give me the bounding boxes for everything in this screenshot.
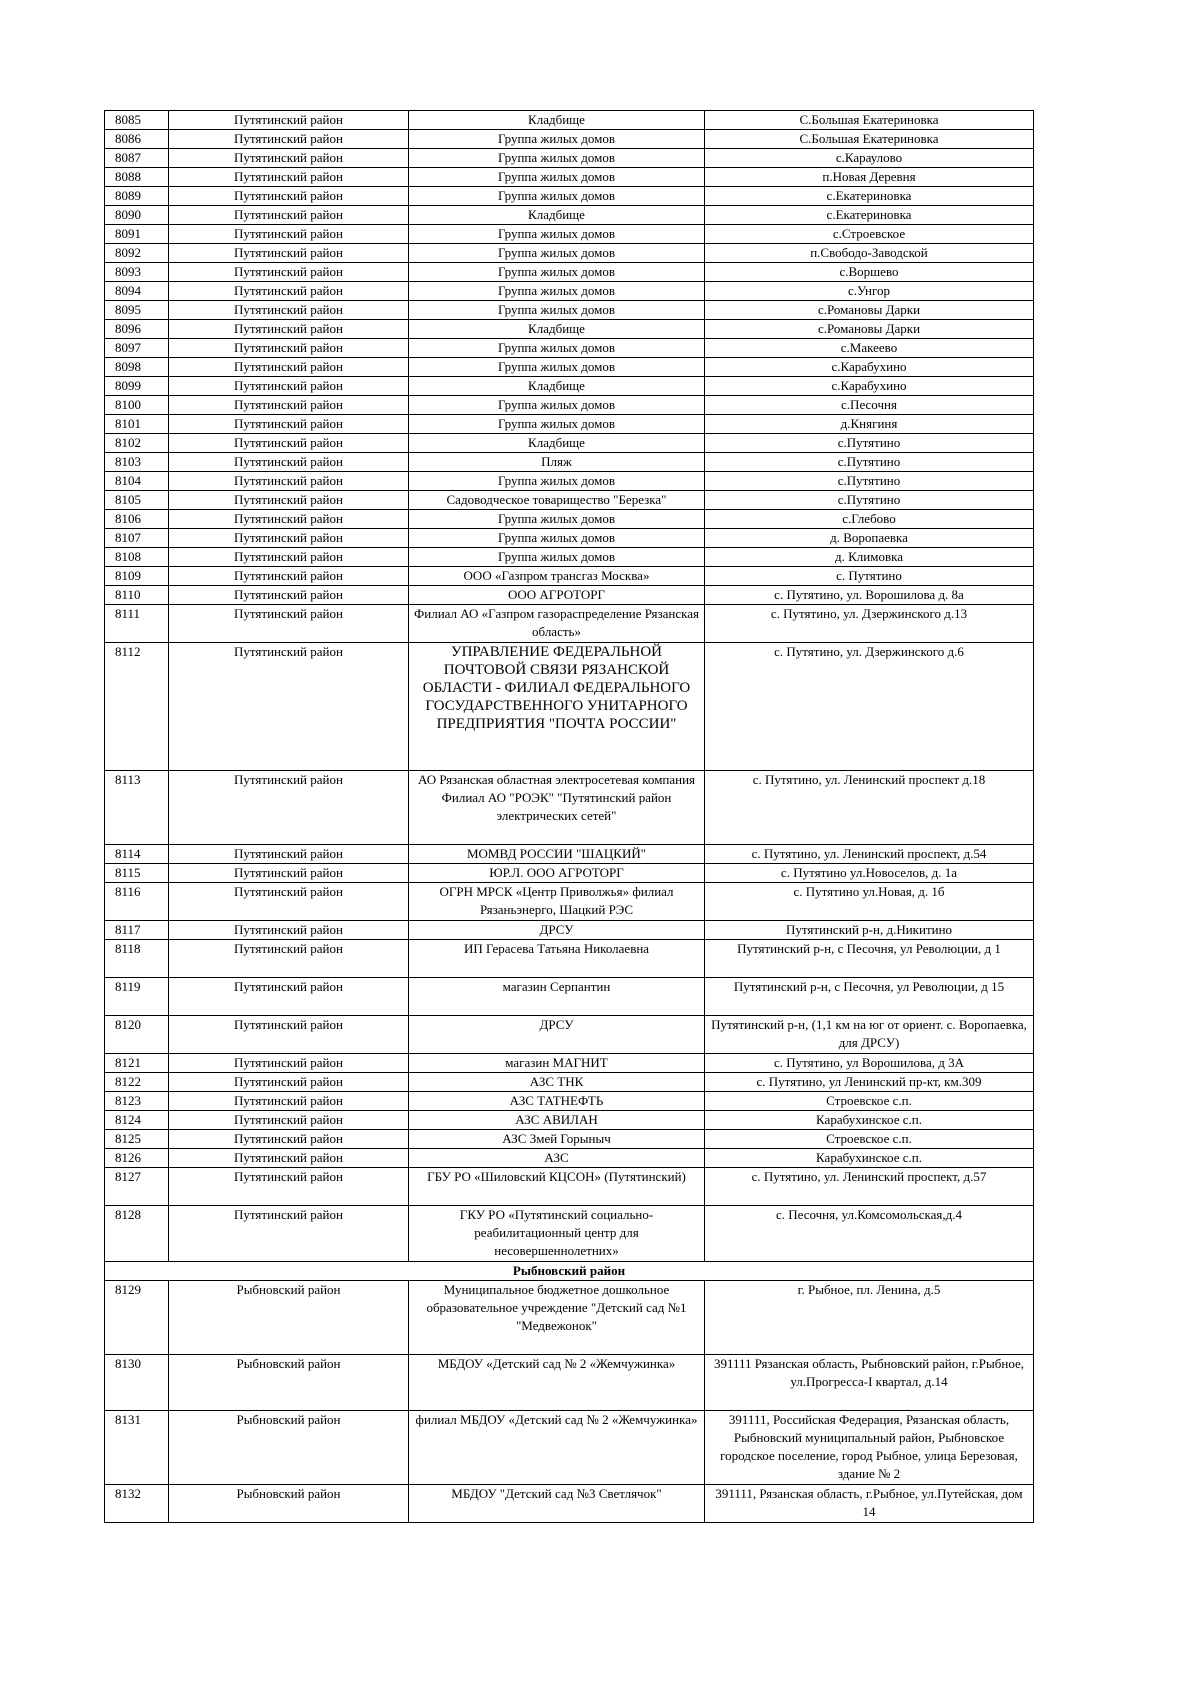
district-cell: Путятинский район — [169, 567, 409, 586]
object-cell: Кладбище — [409, 320, 705, 339]
row-number-cell: 8105 — [105, 491, 169, 510]
address-cell: г. Рыбное, пл. Ленина, д.5 — [705, 1281, 1034, 1355]
row-number-cell: 8113 — [105, 771, 169, 845]
table-row — [105, 1073, 1034, 1092]
district-cell: Путятинский район — [169, 149, 409, 168]
object-cell: Группа жилых домов — [409, 149, 705, 168]
district-cell: Путятинский район — [169, 434, 409, 453]
object-cell: Кладбище — [409, 111, 705, 130]
district-cell: Путятинский район — [169, 1016, 409, 1054]
row-number-cell: 8100 — [105, 396, 169, 415]
object-cell: ОГРН МРСК «Центр Приволжья» филиал Рязаньэнерго, Шацкий РЭС — [409, 883, 705, 921]
district-cell: Путятинский район — [169, 130, 409, 149]
object-cell: Кладбище — [409, 434, 705, 453]
object-cell: Кладбище — [409, 377, 705, 396]
object-cell: Группа жилых домов — [409, 187, 705, 206]
district-cell: Путятинский район — [169, 940, 409, 978]
address-cell: с.Макеево — [705, 339, 1034, 358]
object-cell: Группа жилых домов — [409, 529, 705, 548]
table-row — [105, 149, 1034, 168]
address-cell: с.Путятино — [705, 453, 1034, 472]
table-row — [105, 491, 1034, 510]
table-row — [105, 377, 1034, 396]
row-number-cell: 8091 — [105, 225, 169, 244]
table-row — [105, 771, 1034, 845]
table-row — [105, 1092, 1034, 1111]
object-cell: ДРСУ — [409, 1016, 705, 1054]
address-cell: с.Путятино — [705, 434, 1034, 453]
object-cell: Группа жилых домов — [409, 225, 705, 244]
address-cell: с.Глебово — [705, 510, 1034, 529]
district-cell: Путятинский район — [169, 396, 409, 415]
table-row — [105, 921, 1034, 940]
object-cell: Группа жилых домов — [409, 339, 705, 358]
row-number-cell: 8101 — [105, 415, 169, 434]
row-number-cell: 8092 — [105, 244, 169, 263]
district-cell: Рыбновский район — [169, 1281, 409, 1355]
address-cell: Карабухинское с.п. — [705, 1111, 1034, 1130]
row-number-cell: 8118 — [105, 940, 169, 978]
object-cell: ЮР.Л. ООО АГРОТОРГ — [409, 864, 705, 883]
table-row — [105, 940, 1034, 978]
table-row — [105, 225, 1034, 244]
district-cell: Путятинский район — [169, 472, 409, 491]
object-cell: Группа жилых домов — [409, 415, 705, 434]
object-cell: Группа жилых домов — [409, 168, 705, 187]
district-cell: Путятинский район — [169, 1168, 409, 1206]
address-cell: с. Путятино, ул. Ленинский проспект, д.54 — [705, 845, 1034, 864]
row-number-cell: 8124 — [105, 1111, 169, 1130]
table-row — [105, 358, 1034, 377]
district-cell: Рыбновский район — [169, 1411, 409, 1485]
object-cell: МОМВД РОССИИ "ШАЦКИЙ" — [409, 845, 705, 864]
table-row — [105, 168, 1034, 187]
row-number-cell: 8130 — [105, 1355, 169, 1411]
table-row — [105, 434, 1034, 453]
object-cell: филиал МБДОУ «Детский сад № 2 «Жемчужинка» — [409, 1411, 705, 1485]
table-row — [105, 339, 1034, 358]
district-cell: Путятинский район — [169, 510, 409, 529]
row-number-cell: 8093 — [105, 263, 169, 282]
table-row — [105, 301, 1034, 320]
address-cell: 391111 Рязанская область, Рыбновский район, г.Рыбное, ул.Прогресса-I квартал, д.14 — [705, 1355, 1034, 1411]
object-cell: Садоводческое товарищество "Березка" — [409, 491, 705, 510]
table-row — [105, 415, 1034, 434]
address-cell: с. Песочня, ул.Комсомольская,д.4 — [705, 1206, 1034, 1262]
address-cell: с.Романовы Дарки — [705, 301, 1034, 320]
address-cell: с.Воршево — [705, 263, 1034, 282]
object-cell: АО Рязанская областная электросетевая компания Филиал АО "РОЭК" "Путятинский район электрических сетей" — [409, 771, 705, 845]
address-cell: с.Екатериновка — [705, 206, 1034, 225]
object-cell: МБДОУ «Детский сад № 2 «Жемчужинка» — [409, 1355, 705, 1411]
object-cell: магазин Серпантин — [409, 978, 705, 1016]
table-row — [105, 1130, 1034, 1149]
address-cell: 391111, Рязанская область, г.Рыбное, ул.Путейская, дом 14 — [705, 1485, 1034, 1523]
district-cell: Путятинский район — [169, 358, 409, 377]
object-cell: Группа жилых домов — [409, 244, 705, 263]
object-cell: АЗС ТАТНЕФТЬ — [409, 1092, 705, 1111]
table-row — [105, 396, 1034, 415]
district-cell: Путятинский район — [169, 244, 409, 263]
row-number-cell: 8114 — [105, 845, 169, 864]
district-cell: Путятинский район — [169, 187, 409, 206]
row-number-cell: 8109 — [105, 567, 169, 586]
district-cell: Путятинский район — [169, 845, 409, 864]
table-row — [105, 111, 1034, 130]
object-cell: Группа жилых домов — [409, 396, 705, 415]
address-cell: с.Строевское — [705, 225, 1034, 244]
object-cell: Группа жилых домов — [409, 263, 705, 282]
district-cell: Путятинский район — [169, 978, 409, 1016]
object-cell: ООО АГРОТОРГ — [409, 586, 705, 605]
object-cell: магазин МАГНИТ — [409, 1054, 705, 1073]
object-cell: АЗС АВИЛАН — [409, 1111, 705, 1130]
row-number-cell: 8099 — [105, 377, 169, 396]
object-cell: ИП Герасева Татьяна Николаевна — [409, 940, 705, 978]
address-cell: с. Путятино, ул. Дзержинского д.13 — [705, 605, 1034, 643]
object-cell: Группа жилых домов — [409, 358, 705, 377]
row-number-cell: 8097 — [105, 339, 169, 358]
table-row — [105, 1054, 1034, 1073]
district-cell: Путятинский район — [169, 1130, 409, 1149]
district-cell: Путятинский район — [169, 339, 409, 358]
row-number-cell: 8128 — [105, 1206, 169, 1262]
table-row — [105, 282, 1034, 301]
row-number-cell: 8127 — [105, 1168, 169, 1206]
object-cell: АЗС ТНК — [409, 1073, 705, 1092]
object-cell: Группа жилых домов — [409, 548, 705, 567]
table-row — [105, 1149, 1034, 1168]
address-cell: с. Путятино, ул. Дзержинского д.6 — [705, 643, 1034, 771]
object-cell: МБДОУ "Детский сад №3 Светлячок" — [409, 1485, 705, 1523]
object-cell: Филиал АО «Газпром газораспределение Рязанская область» — [409, 605, 705, 643]
row-number-cell: 8098 — [105, 358, 169, 377]
row-number-cell: 8096 — [105, 320, 169, 339]
district-cell: Путятинский район — [169, 1206, 409, 1262]
object-cell: Группа жилых домов — [409, 282, 705, 301]
object-cell: АЗС — [409, 1149, 705, 1168]
table-row — [105, 529, 1034, 548]
address-cell: с.Карабухино — [705, 377, 1034, 396]
district-cell: Путятинский район — [169, 643, 409, 771]
row-number-cell: 8122 — [105, 1073, 169, 1092]
object-cell: ДРСУ — [409, 921, 705, 940]
table-row — [105, 1355, 1034, 1411]
address-cell: с.Унгор — [705, 282, 1034, 301]
district-cell: Рыбновский район — [169, 1355, 409, 1411]
address-cell: с. Путятино ул.Новая, д. 1б — [705, 883, 1034, 921]
object-cell: Муниципальное бюджетное дошкольное образовательное учреждение "Детский сад №1 "Медвежонок" — [409, 1281, 705, 1355]
district-cell: Путятинский район — [169, 548, 409, 567]
row-number-cell: 8102 — [105, 434, 169, 453]
table-row — [105, 263, 1034, 282]
section-title: Рыбновский район — [105, 1262, 1034, 1281]
address-cell: Карабухинское с.п. — [705, 1149, 1034, 1168]
row-number-cell: 8111 — [105, 605, 169, 643]
table-body — [105, 111, 1034, 1523]
row-number-cell: 8086 — [105, 130, 169, 149]
table-row — [105, 1016, 1034, 1054]
row-number-cell: 8106 — [105, 510, 169, 529]
table-row — [105, 643, 1034, 771]
district-cell: Путятинский район — [169, 921, 409, 940]
district-cell: Путятинский район — [169, 586, 409, 605]
row-number-cell: 8087 — [105, 149, 169, 168]
row-number-cell: 8129 — [105, 1281, 169, 1355]
row-number-cell: 8120 — [105, 1016, 169, 1054]
district-cell: Путятинский район — [169, 1073, 409, 1092]
address-cell: Строевское с.п. — [705, 1092, 1034, 1111]
address-cell: с.Путятино — [705, 491, 1034, 510]
row-number-cell: 8104 — [105, 472, 169, 491]
row-number-cell: 8117 — [105, 921, 169, 940]
district-cell: Путятинский район — [169, 529, 409, 548]
row-number-cell: 8103 — [105, 453, 169, 472]
district-cell: Путятинский район — [169, 605, 409, 643]
object-cell: АЗС Змей Горыныч — [409, 1130, 705, 1149]
row-number-cell: 8094 — [105, 282, 169, 301]
address-cell: с.Романовы Дарки — [705, 320, 1034, 339]
object-cell: УПРАВЛЕНИЕ ФЕДЕРАЛЬНОЙ ПОЧТОВОЙ СВЯЗИ РЯЗАНСКОЙ ОБЛАСТИ - ФИЛИАЛ ФЕДЕРАЛЬНОГО ГОСУДАРСТВЕННОГО УНИТАРНОГО ПРЕДПРИЯТИЯ "ПОЧТА РОССИИ" — [409, 643, 705, 771]
object-cell: ГКУ РО «Путятинский социально-реабилитационный центр для несовершеннолетних» — [409, 1206, 705, 1262]
section-row — [105, 1262, 1034, 1281]
address-cell: с. Путятино, ул Ленинский пр-кт, км.309 — [705, 1073, 1034, 1092]
row-number-cell: 8089 — [105, 187, 169, 206]
table-row — [105, 1168, 1034, 1206]
table-row — [105, 586, 1034, 605]
row-number-cell: 8121 — [105, 1054, 169, 1073]
district-cell: Путятинский район — [169, 1054, 409, 1073]
table-row — [105, 320, 1034, 339]
district-cell: Путятинский район — [169, 206, 409, 225]
table-row — [105, 1485, 1034, 1523]
address-cell: С.Большая Екатериновка — [705, 111, 1034, 130]
object-cell: ГБУ РО «Шиловский КЦСОН» (Путятинский) — [409, 1168, 705, 1206]
address-cell: с.Карабухино — [705, 358, 1034, 377]
address-cell: с.Екатериновка — [705, 187, 1034, 206]
district-cell: Путятинский район — [169, 491, 409, 510]
table-row — [105, 845, 1034, 864]
table-row — [105, 1206, 1034, 1262]
row-number-cell: 8085 — [105, 111, 169, 130]
row-number-cell: 8125 — [105, 1130, 169, 1149]
row-number-cell: 8123 — [105, 1092, 169, 1111]
address-cell: с. Путятино, ул. Ворошилова д. 8а — [705, 586, 1034, 605]
address-cell: с. Путятино, ул Ворошилова, д 3А — [705, 1054, 1034, 1073]
district-cell: Путятинский район — [169, 883, 409, 921]
object-cell: ООО «Газпром трансгаз Москва» — [409, 567, 705, 586]
district-cell: Путятинский район — [169, 1111, 409, 1130]
object-cell: Пляж — [409, 453, 705, 472]
table-row — [105, 605, 1034, 643]
data-table — [104, 110, 1034, 1523]
district-cell: Путятинский район — [169, 111, 409, 130]
district-cell: Путятинский район — [169, 168, 409, 187]
row-number-cell: 8116 — [105, 883, 169, 921]
address-cell: с. Путятино — [705, 567, 1034, 586]
row-number-cell: 8126 — [105, 1149, 169, 1168]
row-number-cell: 8090 — [105, 206, 169, 225]
object-cell: Группа жилых домов — [409, 510, 705, 529]
address-cell: с. Путятино ул.Новоселов, д. 1а — [705, 864, 1034, 883]
row-number-cell: 8095 — [105, 301, 169, 320]
row-number-cell: 8132 — [105, 1485, 169, 1523]
district-cell: Путятинский район — [169, 864, 409, 883]
row-number-cell: 8131 — [105, 1411, 169, 1485]
table-row — [105, 244, 1034, 263]
district-cell: Путятинский район — [169, 282, 409, 301]
address-cell: Строевское с.п. — [705, 1130, 1034, 1149]
address-cell: Путятинский р-н, (1,1 км на юг от ориент. с. Воропаевка, для ДРСУ) — [705, 1016, 1034, 1054]
table-row — [105, 510, 1034, 529]
row-number-cell: 8088 — [105, 168, 169, 187]
row-number-cell: 8108 — [105, 548, 169, 567]
district-cell: Путятинский район — [169, 320, 409, 339]
table-row — [105, 883, 1034, 921]
address-cell: с. Путятино, ул. Ленинский проспект д.18 — [705, 771, 1034, 845]
table-row — [105, 1111, 1034, 1130]
address-cell: д. Воропаевка — [705, 529, 1034, 548]
address-cell: С.Большая Екатериновка — [705, 130, 1034, 149]
row-number-cell: 8112 — [105, 643, 169, 771]
object-cell: Кладбище — [409, 206, 705, 225]
district-cell: Путятинский район — [169, 1092, 409, 1111]
address-cell: 391111, Российская Федерация, Рязанская область, Рыбновский муниципальный район, Рыбновское городское поселение, город Рыбное, улица Березовая, здание № 2 — [705, 1411, 1034, 1485]
address-cell: Путятинский р-н, д.Никитино — [705, 921, 1034, 940]
district-cell: Рыбновский район — [169, 1485, 409, 1523]
address-cell: п.Новая Деревня — [705, 168, 1034, 187]
table-row — [105, 1281, 1034, 1355]
object-cell: Группа жилых домов — [409, 472, 705, 491]
district-cell: Путятинский район — [169, 1149, 409, 1168]
address-cell: с. Путятино, ул. Ленинский проспект, д.57 — [705, 1168, 1034, 1206]
object-cell: Группа жилых домов — [409, 301, 705, 320]
address-cell: с.Караулово — [705, 149, 1034, 168]
row-number-cell: 8110 — [105, 586, 169, 605]
address-cell: Путятинский р-н, с Песочня, ул Революции, д 15 — [705, 978, 1034, 1016]
district-cell: Путятинский район — [169, 771, 409, 845]
table-row — [105, 472, 1034, 491]
table-row — [105, 548, 1034, 567]
district-cell: Путятинский район — [169, 225, 409, 244]
table-row — [105, 187, 1034, 206]
address-cell: д.Княгиня — [705, 415, 1034, 434]
district-cell: Путятинский район — [169, 453, 409, 472]
table-row — [105, 130, 1034, 149]
address-cell: с.Песочня — [705, 396, 1034, 415]
table-row — [105, 864, 1034, 883]
row-number-cell: 8115 — [105, 864, 169, 883]
object-cell: Группа жилых домов — [409, 130, 705, 149]
address-cell: п.Свободо-Заводской — [705, 244, 1034, 263]
table-row — [105, 453, 1034, 472]
table-row — [105, 206, 1034, 225]
district-cell: Путятинский район — [169, 415, 409, 434]
table-row — [105, 978, 1034, 1016]
address-cell: с.Путятино — [705, 472, 1034, 491]
table-row — [105, 567, 1034, 586]
district-cell: Путятинский район — [169, 301, 409, 320]
table-row — [105, 1411, 1034, 1485]
district-cell: Путятинский район — [169, 263, 409, 282]
row-number-cell: 8119 — [105, 978, 169, 1016]
address-cell: д. Климовка — [705, 548, 1034, 567]
district-cell: Путятинский район — [169, 377, 409, 396]
address-cell: Путятинский р-н, с Песочня, ул Революции, д 1 — [705, 940, 1034, 978]
row-number-cell: 8107 — [105, 529, 169, 548]
